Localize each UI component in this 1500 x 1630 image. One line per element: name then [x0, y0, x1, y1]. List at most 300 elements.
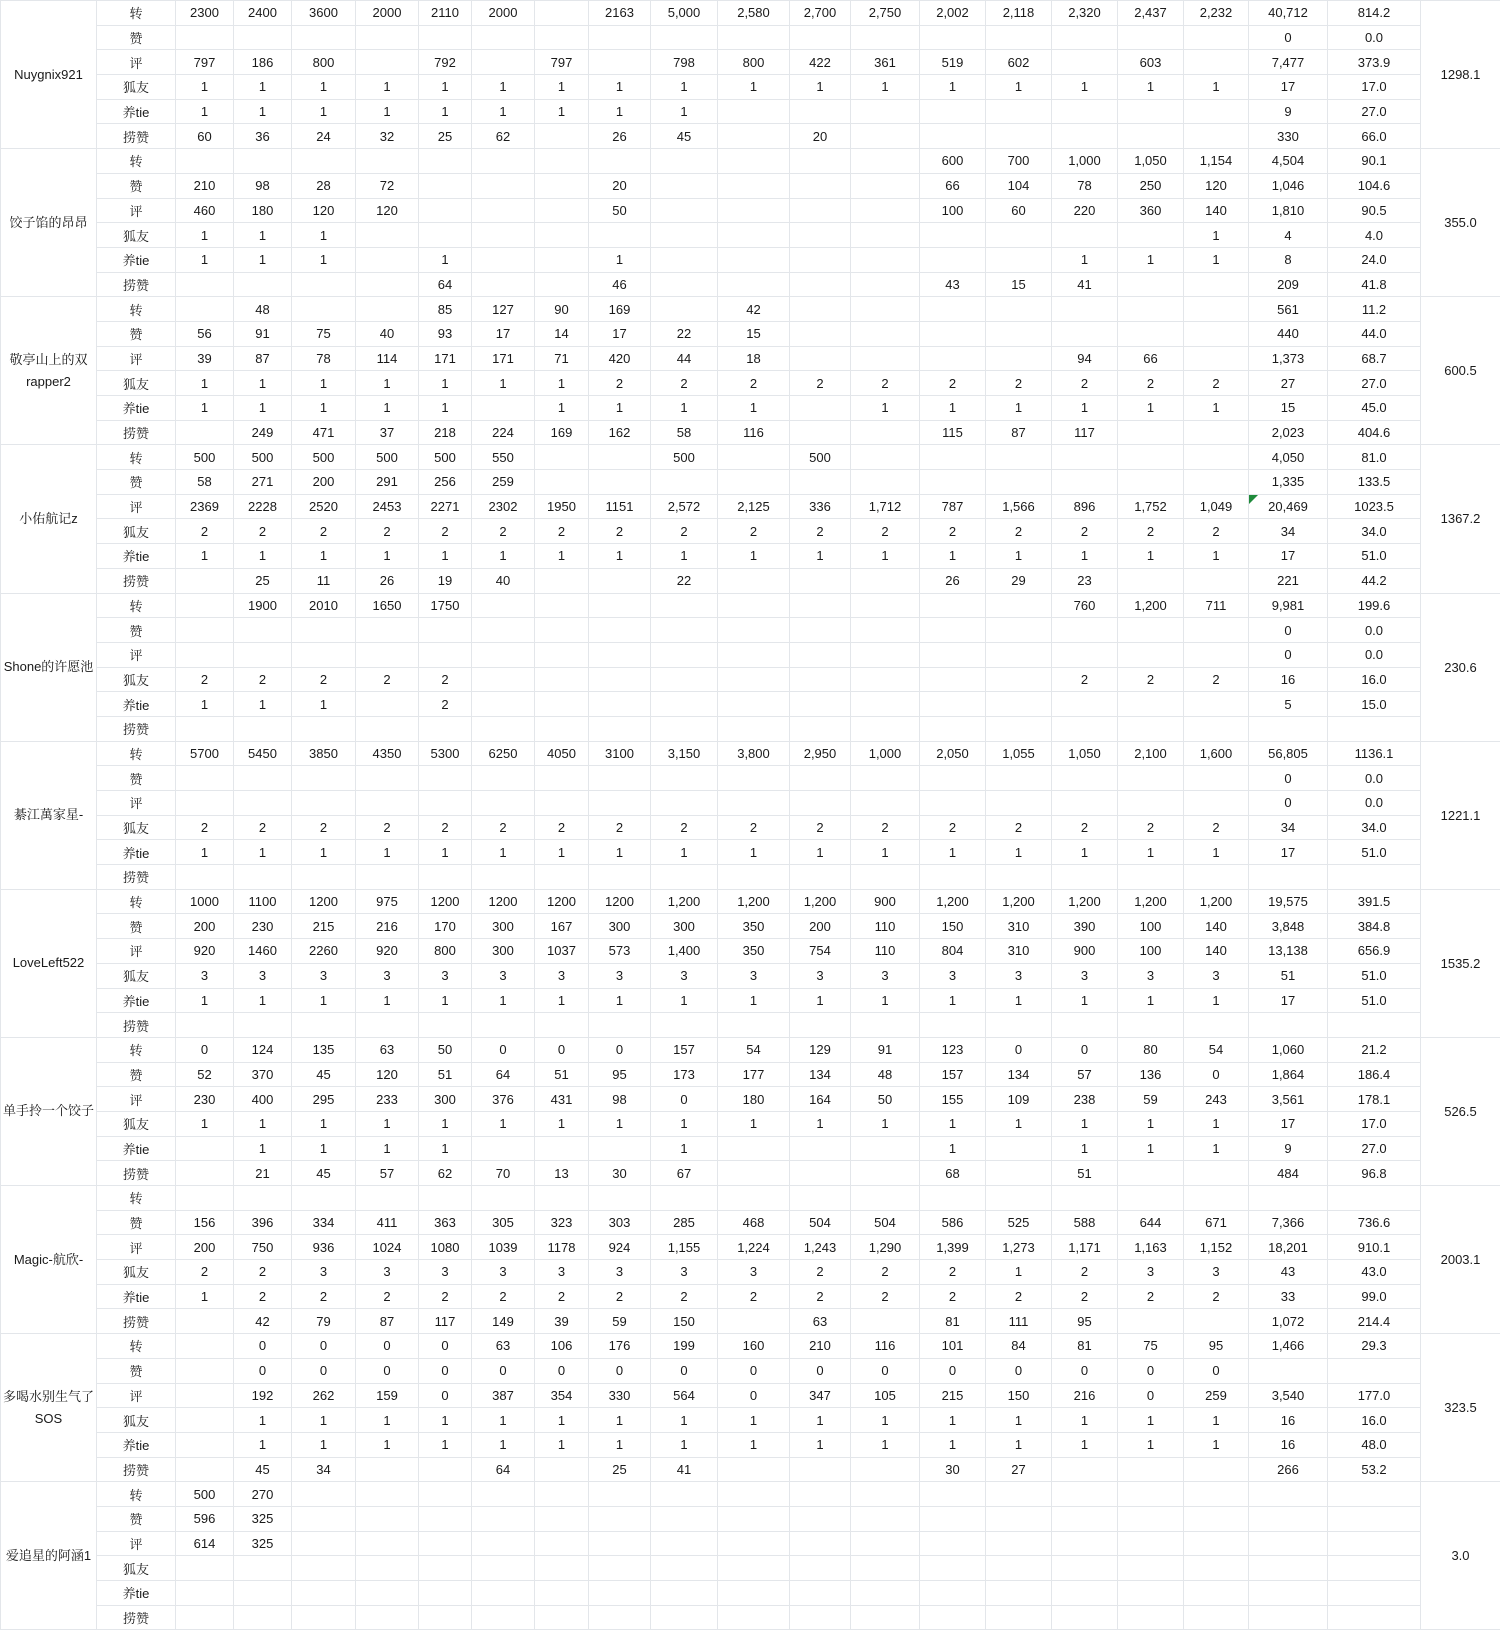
value-cell[interactable]: 0	[292, 1334, 356, 1359]
value-cell[interactable]: 2	[718, 519, 790, 544]
value-cell[interactable]: 1	[1184, 396, 1249, 421]
value-cell[interactable]	[790, 1161, 851, 1186]
value-cell[interactable]: 2	[1052, 1284, 1118, 1309]
value-cell[interactable]: 3	[292, 1260, 356, 1285]
value-cell[interactable]	[1118, 470, 1184, 495]
value-cell[interactable]: 1	[472, 371, 535, 396]
value-cell[interactable]	[535, 1506, 589, 1531]
value-cell[interactable]: 1	[472, 1408, 535, 1433]
value-cell[interactable]: 1,600	[1184, 741, 1249, 766]
value-cell[interactable]: 1	[176, 692, 234, 717]
value-cell[interactable]: 1	[851, 1111, 920, 1136]
value-cell[interactable]: 2	[790, 1260, 851, 1285]
value-cell[interactable]: 159	[356, 1383, 419, 1408]
value-cell[interactable]: 1	[292, 840, 356, 865]
value-cell[interactable]	[851, 1186, 920, 1211]
account-score-cell[interactable]: 355.0	[1421, 149, 1500, 297]
total-cell[interactable]: 15	[1249, 396, 1328, 421]
value-cell[interactable]: 1	[986, 544, 1052, 569]
value-cell[interactable]: 117	[1052, 420, 1118, 445]
value-cell[interactable]: 6250	[472, 741, 535, 766]
value-cell[interactable]: 81	[1052, 1334, 1118, 1359]
value-cell[interactable]: 2	[718, 1284, 790, 1309]
value-cell[interactable]: 199	[651, 1334, 718, 1359]
value-cell[interactable]	[790, 1013, 851, 1038]
value-cell[interactable]	[234, 149, 292, 174]
value-cell[interactable]: 1037	[535, 939, 589, 964]
value-cell[interactable]	[589, 1556, 651, 1581]
value-cell[interactable]: 1,400	[651, 939, 718, 964]
value-cell[interactable]: 1	[718, 988, 790, 1013]
value-cell[interactable]: 106	[535, 1334, 589, 1359]
value-cell[interactable]	[535, 272, 589, 297]
value-cell[interactable]: 1	[1052, 75, 1118, 100]
value-cell[interactable]	[1184, 791, 1249, 816]
value-cell[interactable]	[472, 593, 535, 618]
value-cell[interactable]: 64	[419, 272, 472, 297]
value-cell[interactable]	[986, 1013, 1052, 1038]
value-cell[interactable]	[234, 1013, 292, 1038]
value-cell[interactable]: 54	[1184, 1037, 1249, 1062]
value-cell[interactable]: 176	[589, 1334, 651, 1359]
average-cell[interactable]	[1328, 1605, 1421, 1630]
account-name-cell[interactable]: Nuygnix921	[1, 1, 97, 149]
value-cell[interactable]: 230	[176, 1087, 234, 1112]
value-cell[interactable]: 0	[292, 1358, 356, 1383]
metric-label-cell[interactable]: 捞赞	[97, 420, 176, 445]
value-cell[interactable]: 0	[790, 1358, 851, 1383]
value-cell[interactable]: 1	[1118, 1408, 1184, 1433]
value-cell[interactable]	[589, 692, 651, 717]
metric-label-cell[interactable]: 捞赞	[97, 272, 176, 297]
average-cell[interactable]: 27.0	[1328, 99, 1421, 124]
value-cell[interactable]: 262	[292, 1383, 356, 1408]
value-cell[interactable]: 1	[1118, 247, 1184, 272]
value-cell[interactable]: 105	[851, 1383, 920, 1408]
value-cell[interactable]	[356, 716, 419, 741]
value-cell[interactable]: 120	[356, 1062, 419, 1087]
value-cell[interactable]	[356, 642, 419, 667]
value-cell[interactable]: 1	[589, 396, 651, 421]
value-cell[interactable]: 1	[419, 99, 472, 124]
value-cell[interactable]	[851, 716, 920, 741]
value-cell[interactable]	[1184, 1605, 1249, 1630]
total-cell[interactable]: 17	[1249, 1111, 1328, 1136]
value-cell[interactable]: 1	[535, 99, 589, 124]
value-cell[interactable]	[1052, 445, 1118, 470]
value-cell[interactable]: 500	[419, 445, 472, 470]
value-cell[interactable]: 1	[234, 1408, 292, 1433]
value-cell[interactable]: 157	[651, 1037, 718, 1062]
value-cell[interactable]: 564	[651, 1383, 718, 1408]
value-cell[interactable]	[589, 149, 651, 174]
value-cell[interactable]: 1	[1052, 988, 1118, 1013]
value-cell[interactable]: 1	[790, 1432, 851, 1457]
value-cell[interactable]	[535, 173, 589, 198]
value-cell[interactable]: 17	[472, 321, 535, 346]
value-cell[interactable]: 1,200	[1118, 593, 1184, 618]
value-cell[interactable]: 1	[651, 99, 718, 124]
value-cell[interactable]: 2	[1052, 667, 1118, 692]
value-cell[interactable]: 1	[851, 544, 920, 569]
value-cell[interactable]: 1200	[419, 889, 472, 914]
metric-label-cell[interactable]: 转	[97, 1482, 176, 1507]
value-cell[interactable]: 2	[718, 815, 790, 840]
value-cell[interactable]: 134	[790, 1062, 851, 1087]
value-cell[interactable]	[535, 766, 589, 791]
average-cell[interactable]: 90.5	[1328, 198, 1421, 223]
average-cell[interactable]: 186.4	[1328, 1062, 1421, 1087]
value-cell[interactable]	[986, 25, 1052, 50]
value-cell[interactable]: 468	[718, 1210, 790, 1235]
value-cell[interactable]	[790, 1581, 851, 1606]
total-cell[interactable]: 16	[1249, 667, 1328, 692]
value-cell[interactable]: 109	[986, 1087, 1052, 1112]
metric-label-cell[interactable]: 赞	[97, 321, 176, 346]
value-cell[interactable]	[589, 593, 651, 618]
value-cell[interactable]	[790, 173, 851, 198]
value-cell[interactable]: 42	[718, 297, 790, 322]
total-cell[interactable]: 9	[1249, 99, 1328, 124]
value-cell[interactable]: 2	[176, 815, 234, 840]
value-cell[interactable]: 2	[234, 1260, 292, 1285]
value-cell[interactable]	[419, 1605, 472, 1630]
value-cell[interactable]	[535, 642, 589, 667]
average-cell[interactable]: 214.4	[1328, 1309, 1421, 1334]
value-cell[interactable]: 1	[589, 840, 651, 865]
value-cell[interactable]: 140	[1184, 914, 1249, 939]
value-cell[interactable]: 1	[920, 396, 986, 421]
value-cell[interactable]	[472, 247, 535, 272]
value-cell[interactable]: 1,200	[986, 889, 1052, 914]
total-cell[interactable]	[1249, 1581, 1328, 1606]
value-cell[interactable]	[419, 198, 472, 223]
value-cell[interactable]: 2	[292, 815, 356, 840]
value-cell[interactable]: 42	[234, 1309, 292, 1334]
value-cell[interactable]	[356, 618, 419, 643]
value-cell[interactable]	[176, 1605, 234, 1630]
value-cell[interactable]: 11	[292, 568, 356, 593]
value-cell[interactable]	[292, 1556, 356, 1581]
value-cell[interactable]: 81	[920, 1309, 986, 1334]
value-cell[interactable]	[1118, 1581, 1184, 1606]
value-cell[interactable]: 2	[472, 519, 535, 544]
value-cell[interactable]	[851, 124, 920, 149]
total-cell[interactable]: 16	[1249, 1432, 1328, 1457]
value-cell[interactable]	[1184, 766, 1249, 791]
value-cell[interactable]: 1	[851, 396, 920, 421]
value-cell[interactable]: 200	[292, 470, 356, 495]
metric-label-cell[interactable]: 赞	[97, 618, 176, 643]
value-cell[interactable]: 2	[292, 667, 356, 692]
total-cell[interactable]: 0	[1249, 618, 1328, 643]
value-cell[interactable]	[176, 791, 234, 816]
value-cell[interactable]	[234, 1556, 292, 1581]
average-cell[interactable]	[1328, 1358, 1421, 1383]
value-cell[interactable]: 1	[920, 1111, 986, 1136]
metric-label-cell[interactable]: 狐友	[97, 963, 176, 988]
value-cell[interactable]: 1	[292, 99, 356, 124]
value-cell[interactable]: 123	[920, 1037, 986, 1062]
value-cell[interactable]: 170	[419, 914, 472, 939]
value-cell[interactable]: 2	[419, 692, 472, 717]
average-cell[interactable]: 177.0	[1328, 1383, 1421, 1408]
value-cell[interactable]: 177	[718, 1062, 790, 1087]
value-cell[interactable]: 50	[419, 1037, 472, 1062]
value-cell[interactable]: 924	[589, 1235, 651, 1260]
value-cell[interactable]	[1052, 1457, 1118, 1482]
total-cell[interactable]: 266	[1249, 1457, 1328, 1482]
value-cell[interactable]: 596	[176, 1506, 234, 1531]
value-cell[interactable]	[920, 667, 986, 692]
value-cell[interactable]: 155	[920, 1087, 986, 1112]
total-cell[interactable]: 4,050	[1249, 445, 1328, 470]
value-cell[interactable]	[176, 1186, 234, 1211]
value-cell[interactable]: 1	[1118, 840, 1184, 865]
value-cell[interactable]	[851, 642, 920, 667]
value-cell[interactable]: 1	[1184, 1432, 1249, 1457]
value-cell[interactable]	[176, 297, 234, 322]
value-cell[interactable]: 975	[356, 889, 419, 914]
value-cell[interactable]: 370	[234, 1062, 292, 1087]
value-cell[interactable]: 2,320	[1052, 1, 1118, 26]
value-cell[interactable]: 72	[356, 173, 419, 198]
value-cell[interactable]	[419, 1506, 472, 1531]
value-cell[interactable]	[589, 1581, 651, 1606]
value-cell[interactable]: 1200	[589, 889, 651, 914]
value-cell[interactable]	[718, 445, 790, 470]
value-cell[interactable]: 2	[851, 815, 920, 840]
value-cell[interactable]	[718, 1556, 790, 1581]
value-cell[interactable]	[234, 618, 292, 643]
value-cell[interactable]	[851, 1136, 920, 1161]
value-cell[interactable]: 2	[920, 371, 986, 396]
value-cell[interactable]: 2	[356, 1284, 419, 1309]
average-cell[interactable]: 404.6	[1328, 420, 1421, 445]
value-cell[interactable]	[535, 716, 589, 741]
value-cell[interactable]: 2	[1052, 815, 1118, 840]
value-cell[interactable]: 1	[1184, 840, 1249, 865]
value-cell[interactable]	[589, 618, 651, 643]
value-cell[interactable]: 48	[851, 1062, 920, 1087]
value-cell[interactable]	[292, 791, 356, 816]
value-cell[interactable]	[718, 124, 790, 149]
value-cell[interactable]: 363	[419, 1210, 472, 1235]
value-cell[interactable]	[419, 642, 472, 667]
value-cell[interactable]	[920, 470, 986, 495]
value-cell[interactable]	[790, 1186, 851, 1211]
average-cell[interactable]: 391.5	[1328, 889, 1421, 914]
value-cell[interactable]: 2	[234, 519, 292, 544]
value-cell[interactable]	[651, 470, 718, 495]
value-cell[interactable]	[176, 1556, 234, 1581]
value-cell[interactable]: 135	[292, 1037, 356, 1062]
value-cell[interactable]	[851, 198, 920, 223]
value-cell[interactable]: 149	[472, 1309, 535, 1334]
total-cell[interactable]: 330	[1249, 124, 1328, 149]
value-cell[interactable]: 1,224	[718, 1235, 790, 1260]
value-cell[interactable]: 59	[589, 1309, 651, 1334]
metric-label-cell[interactable]: 转	[97, 1037, 176, 1062]
value-cell[interactable]: 22	[651, 321, 718, 346]
value-cell[interactable]	[356, 272, 419, 297]
average-cell[interactable]: 81.0	[1328, 445, 1421, 470]
value-cell[interactable]: 1	[419, 988, 472, 1013]
value-cell[interactable]: 1	[920, 1432, 986, 1457]
value-cell[interactable]	[356, 149, 419, 174]
value-cell[interactable]: 2	[1184, 815, 1249, 840]
value-cell[interactable]: 1	[790, 988, 851, 1013]
value-cell[interactable]: 2,050	[920, 741, 986, 766]
value-cell[interactable]: 0	[176, 1037, 234, 1062]
value-cell[interactable]: 1	[419, 247, 472, 272]
account-score-cell[interactable]: 1367.2	[1421, 445, 1500, 593]
average-cell[interactable]: 814.2	[1328, 1, 1421, 26]
value-cell[interactable]: 1	[651, 1136, 718, 1161]
total-cell[interactable]: 8	[1249, 247, 1328, 272]
value-cell[interactable]	[651, 149, 718, 174]
value-cell[interactable]: 45	[292, 1062, 356, 1087]
value-cell[interactable]: 1	[292, 692, 356, 717]
value-cell[interactable]: 0	[419, 1358, 472, 1383]
average-cell[interactable]	[1328, 1506, 1421, 1531]
value-cell[interactable]: 1	[651, 75, 718, 100]
total-cell[interactable]: 1,060	[1249, 1037, 1328, 1062]
value-cell[interactable]: 30	[920, 1457, 986, 1482]
value-cell[interactable]	[651, 1506, 718, 1531]
value-cell[interactable]	[589, 470, 651, 495]
value-cell[interactable]: 1	[986, 1111, 1052, 1136]
value-cell[interactable]	[419, 1186, 472, 1211]
value-cell[interactable]: 800	[718, 50, 790, 75]
value-cell[interactable]	[920, 692, 986, 717]
total-cell[interactable]: 1,046	[1249, 173, 1328, 198]
value-cell[interactable]: 1	[292, 396, 356, 421]
value-cell[interactable]	[176, 1457, 234, 1482]
value-cell[interactable]	[986, 865, 1052, 890]
value-cell[interactable]: 330	[589, 1383, 651, 1408]
value-cell[interactable]: 1,290	[851, 1235, 920, 1260]
value-cell[interactable]: 1	[920, 1408, 986, 1433]
metric-label-cell[interactable]: 捞赞	[97, 568, 176, 593]
total-cell[interactable]	[1249, 1531, 1328, 1556]
value-cell[interactable]: 40	[356, 321, 419, 346]
total-cell[interactable]: 56,805	[1249, 741, 1328, 766]
value-cell[interactable]	[1052, 223, 1118, 248]
value-cell[interactable]: 2	[986, 1284, 1052, 1309]
value-cell[interactable]: 0	[535, 1037, 589, 1062]
value-cell[interactable]: 2453	[356, 494, 419, 519]
value-cell[interactable]: 1,055	[986, 741, 1052, 766]
value-cell[interactable]	[292, 1186, 356, 1211]
value-cell[interactable]: 334	[292, 1210, 356, 1235]
value-cell[interactable]: 1	[1118, 1432, 1184, 1457]
value-cell[interactable]: 2,002	[920, 1, 986, 26]
value-cell[interactable]: 2	[176, 667, 234, 692]
value-cell[interactable]: 1	[234, 988, 292, 1013]
value-cell[interactable]: 800	[292, 50, 356, 75]
value-cell[interactable]: 259	[472, 470, 535, 495]
value-cell[interactable]: 26	[356, 568, 419, 593]
value-cell[interactable]	[718, 1013, 790, 1038]
account-name-cell[interactable]: Magic-航欣-	[1, 1186, 97, 1334]
value-cell[interactable]	[1052, 716, 1118, 741]
value-cell[interactable]: 0	[589, 1037, 651, 1062]
metric-label-cell[interactable]: 捞赞	[97, 1605, 176, 1630]
value-cell[interactable]: 2	[1118, 667, 1184, 692]
average-cell[interactable]: 34.0	[1328, 519, 1421, 544]
value-cell[interactable]: 1	[986, 988, 1052, 1013]
value-cell[interactable]: 75	[1118, 1334, 1184, 1359]
value-cell[interactable]	[589, 791, 651, 816]
total-cell[interactable]: 9	[1249, 1136, 1328, 1161]
value-cell[interactable]	[986, 297, 1052, 322]
value-cell[interactable]	[920, 1482, 986, 1507]
value-cell[interactable]	[986, 1482, 1052, 1507]
value-cell[interactable]	[790, 1556, 851, 1581]
value-cell[interactable]	[1184, 1161, 1249, 1186]
value-cell[interactable]: 0	[851, 1358, 920, 1383]
value-cell[interactable]: 1	[292, 75, 356, 100]
metric-label-cell[interactable]: 评	[97, 198, 176, 223]
value-cell[interactable]: 1	[651, 544, 718, 569]
value-cell[interactable]: 43	[920, 272, 986, 297]
value-cell[interactable]: 1	[1184, 1408, 1249, 1433]
value-cell[interactable]: 2	[472, 815, 535, 840]
value-cell[interactable]	[851, 1506, 920, 1531]
total-cell[interactable]: 51	[1249, 963, 1328, 988]
value-cell[interactable]	[292, 766, 356, 791]
total-cell[interactable]: 561	[1249, 297, 1328, 322]
value-cell[interactable]	[234, 865, 292, 890]
total-cell[interactable]	[1249, 1482, 1328, 1507]
average-cell[interactable]: 45.0	[1328, 396, 1421, 421]
value-cell[interactable]	[356, 1605, 419, 1630]
total-cell[interactable]: 17	[1249, 544, 1328, 569]
value-cell[interactable]	[986, 1506, 1052, 1531]
value-cell[interactable]	[790, 396, 851, 421]
value-cell[interactable]: 1950	[535, 494, 589, 519]
total-cell[interactable]: 1,072	[1249, 1309, 1328, 1334]
value-cell[interactable]: 1	[1118, 396, 1184, 421]
value-cell[interactable]	[1184, 272, 1249, 297]
value-cell[interactable]: 0	[1052, 1037, 1118, 1062]
value-cell[interactable]: 3	[419, 963, 472, 988]
account-score-cell[interactable]: 230.6	[1421, 593, 1500, 741]
value-cell[interactable]	[419, 1013, 472, 1038]
value-cell[interactable]: 500	[176, 445, 234, 470]
value-cell[interactable]	[1184, 642, 1249, 667]
value-cell[interactable]	[790, 321, 851, 346]
value-cell[interactable]: 1	[292, 1408, 356, 1433]
value-cell[interactable]: 2	[651, 815, 718, 840]
value-cell[interactable]: 600	[920, 149, 986, 174]
value-cell[interactable]: 920	[176, 939, 234, 964]
value-cell[interactable]: 1,200	[920, 889, 986, 914]
value-cell[interactable]: 2	[356, 519, 419, 544]
value-cell[interactable]: 1	[851, 75, 920, 100]
value-cell[interactable]	[589, 445, 651, 470]
value-cell[interactable]: 2	[1118, 371, 1184, 396]
value-cell[interactable]: 2	[851, 519, 920, 544]
value-cell[interactable]	[176, 716, 234, 741]
value-cell[interactable]: 1900	[234, 593, 292, 618]
average-cell[interactable]	[1328, 716, 1421, 741]
value-cell[interactable]: 1	[1118, 75, 1184, 100]
value-cell[interactable]	[986, 223, 1052, 248]
value-cell[interactable]	[1184, 1186, 1249, 1211]
value-cell[interactable]	[176, 568, 234, 593]
